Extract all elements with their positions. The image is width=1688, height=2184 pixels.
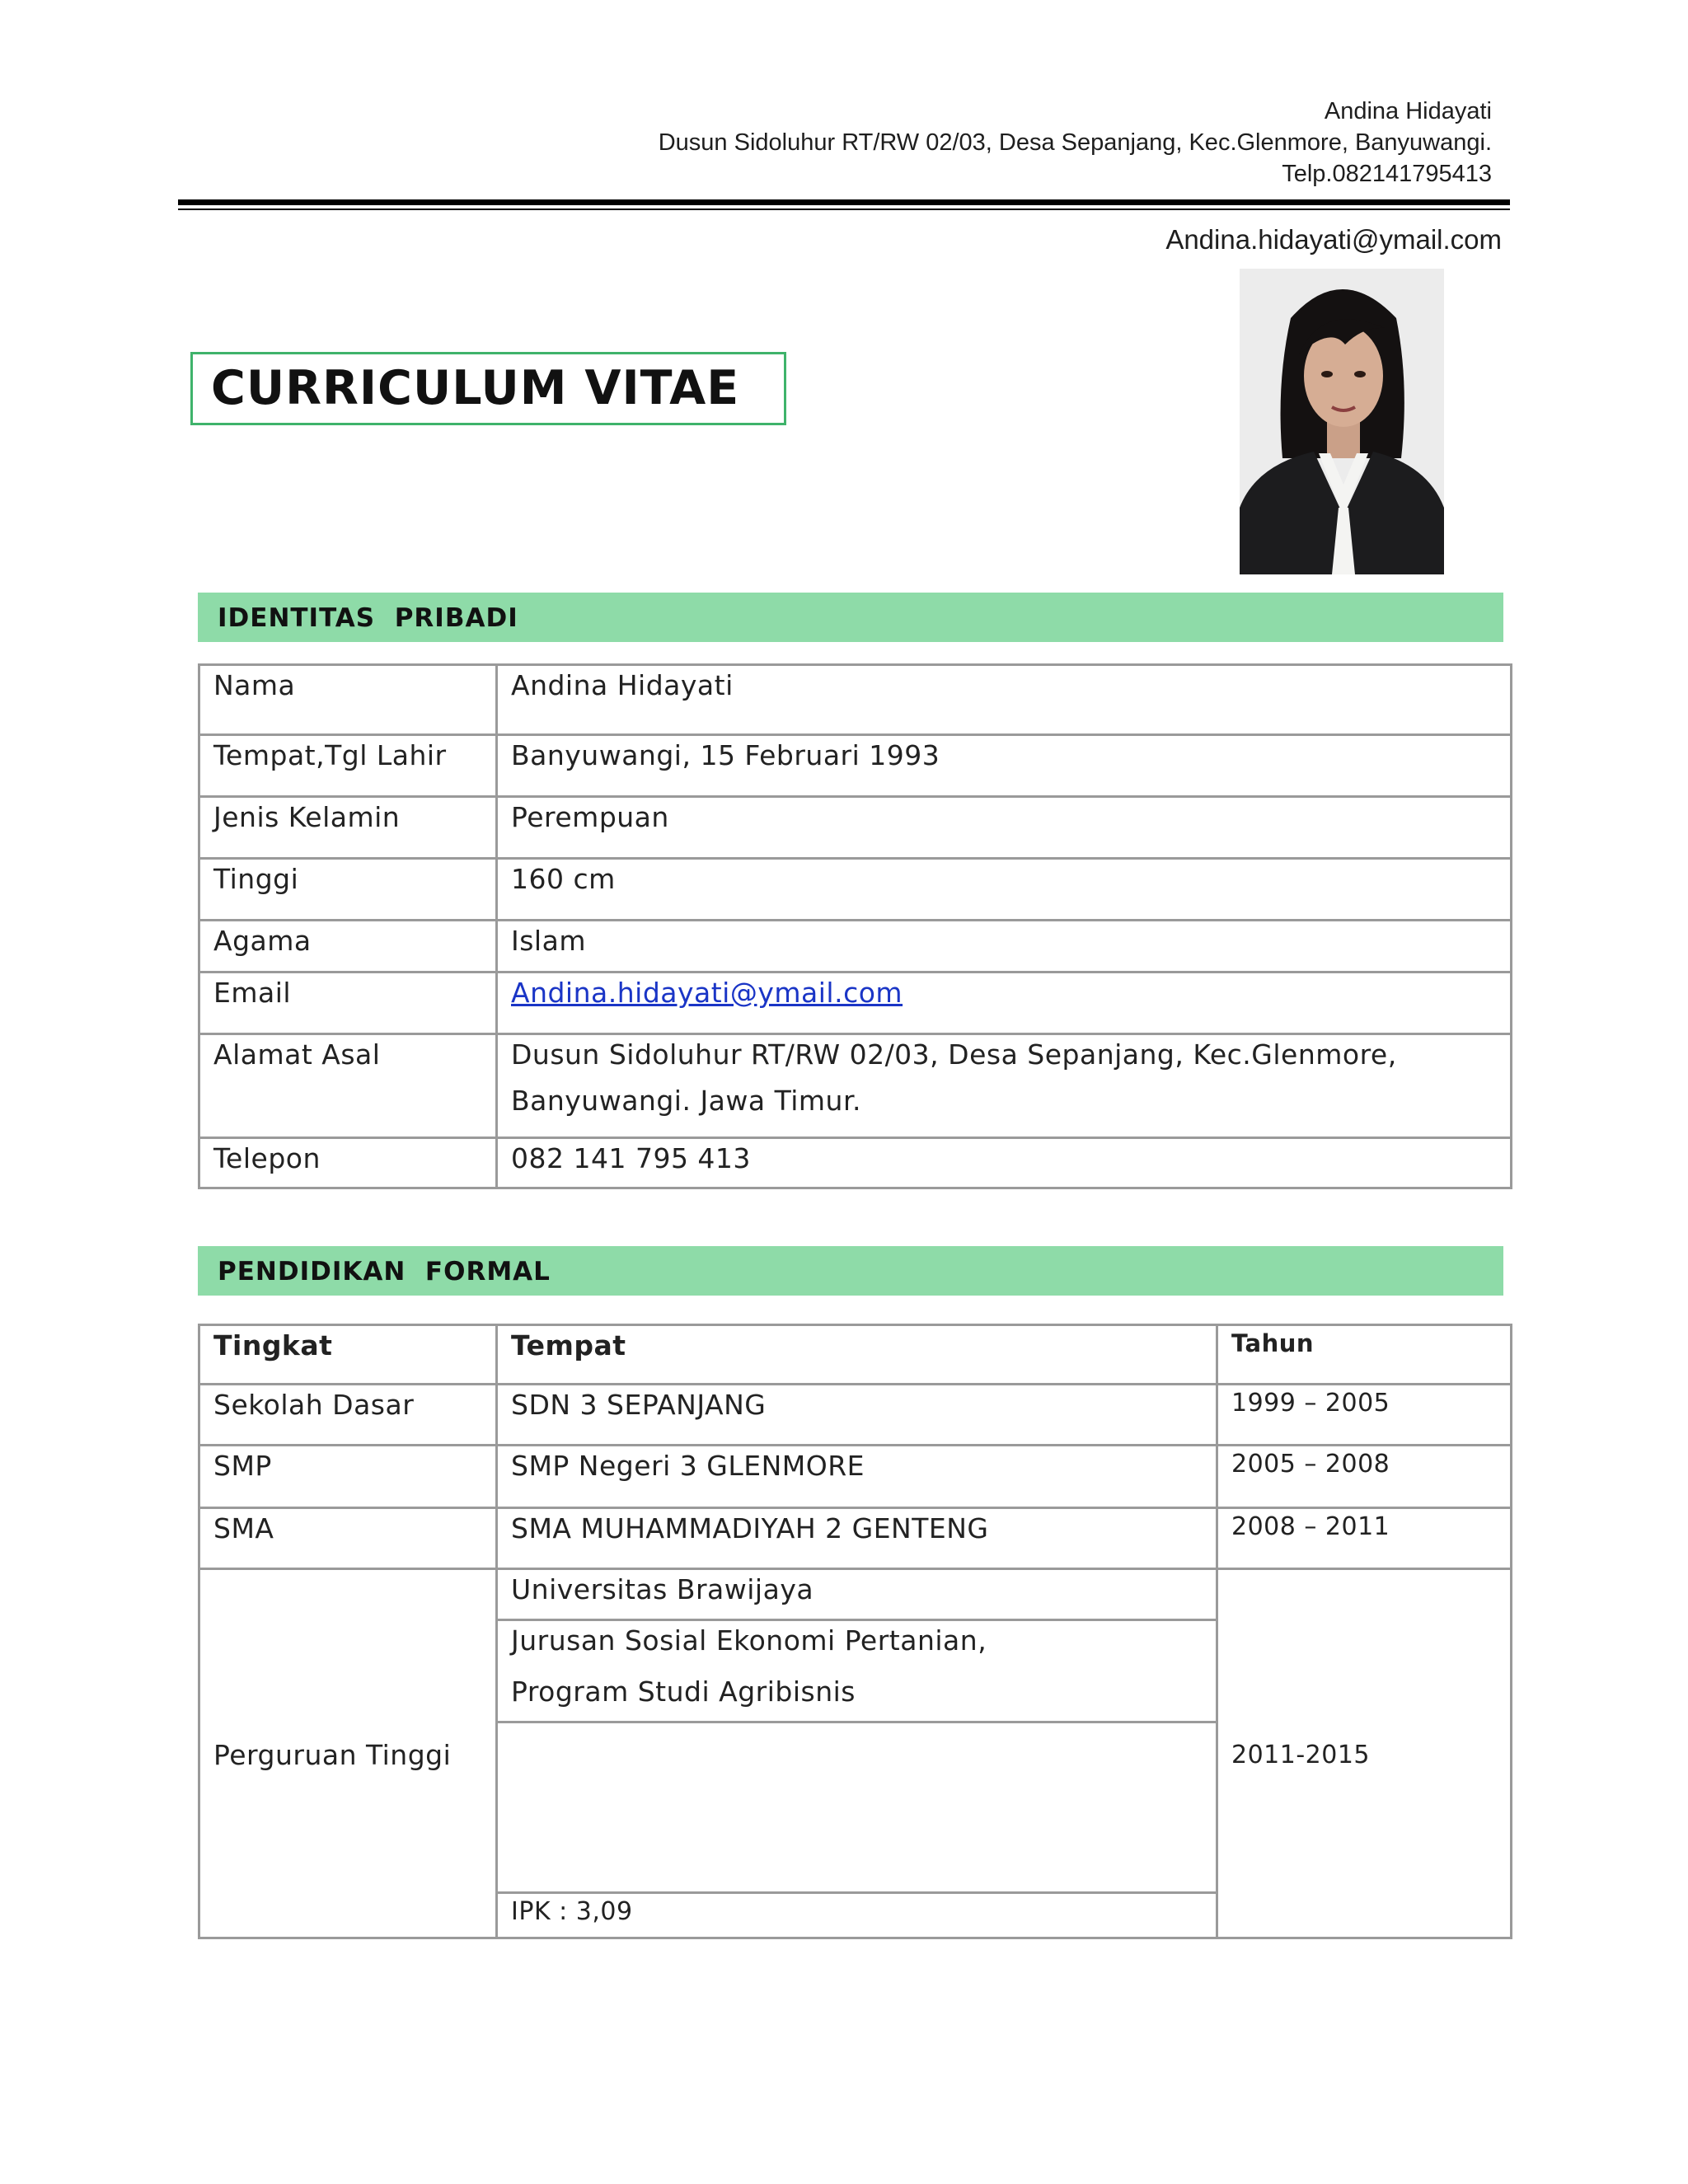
field-label: Alamat Asal (199, 1034, 497, 1138)
email-link[interactable]: Andina.hidayati@ymail.com (511, 977, 903, 1009)
education-place: SMA MUHAMMADIYAH 2 GENTENG (497, 1508, 1217, 1569)
field-label: Tempat,Tgl Lahir (199, 735, 497, 797)
letterhead-phone: Telp.082141795413 (1282, 161, 1492, 187)
address-value (497, 1034, 1512, 1138)
field-value: Banyuwangi, 15 Februari 1993 (497, 735, 1512, 797)
education-years: 2005 – 2008 (1217, 1446, 1512, 1508)
table-row (199, 1034, 1512, 1138)
university-major (497, 1620, 1217, 1722)
profile-photo (1240, 269, 1444, 574)
field-value: Perempuan (497, 797, 1512, 859)
education-level: Perguruan Tinggi (199, 1569, 497, 1938)
field-value: Islam (497, 921, 1512, 972)
education-years: 2011-2015 (1217, 1569, 1512, 1938)
table-row (199, 859, 1512, 921)
empty-cell (497, 1722, 1217, 1893)
email-value-cell (497, 972, 1512, 1034)
university-program: Program Studi Agribisnis (511, 1675, 856, 1708)
education-years: 2008 – 2011 (1217, 1508, 1512, 1569)
university-gpa: IPK : 3,09 (497, 1893, 1217, 1938)
field-label: Nama (199, 665, 497, 735)
education-level: SMA (199, 1508, 497, 1569)
education-place: SMP Negeri 3 GLENMORE (497, 1446, 1217, 1508)
letterhead-address: Dusun Sidoluhur RT/RW 02/03, Desa Sepanjang, Kec.Glenmore, Banyuwangi. (658, 129, 1492, 156)
section-header-education: PENDIDIKAN FORMAL (198, 1246, 1503, 1296)
university-name: Universitas Brawijaya (497, 1569, 1217, 1620)
education-level: SMP (199, 1446, 497, 1508)
column-header: Tempat (497, 1325, 1217, 1385)
table-row (199, 1508, 1512, 1569)
education-years: 1999 – 2005 (1217, 1385, 1512, 1446)
field-label: Jenis Kelamin (199, 797, 497, 859)
address-line: Dusun Sidoluhur RT/RW 02/03, Desa Sepanjang, Kec.Glenmore, (511, 1038, 1397, 1071)
field-value: Andina Hidayati (497, 665, 1512, 735)
document-title: CURRICULUM VITAE (190, 352, 786, 425)
field-label: Telepon (199, 1138, 497, 1188)
field-label: Tinggi (199, 859, 497, 921)
column-header: Tingkat (199, 1325, 497, 1385)
university-department: Jurusan Sosial Ekonomi Pertanian, (511, 1624, 987, 1657)
table-row (199, 665, 1512, 735)
letterhead-divider-thin (178, 209, 1510, 210)
education-level: Sekolah Dasar (199, 1385, 497, 1446)
table-row (199, 972, 1512, 1034)
table-row (199, 1569, 1512, 1620)
table-row (199, 797, 1512, 859)
table-row (199, 921, 1512, 972)
letterhead-name: Andina Hidayati (1324, 98, 1492, 124)
column-header: Tahun (1217, 1325, 1512, 1385)
table-row (199, 1385, 1512, 1446)
field-value: 160 cm (497, 859, 1512, 921)
field-label: Email (199, 972, 497, 1034)
section-header-identity: IDENTITAS PRIBADI (198, 593, 1503, 642)
education-place: SDN 3 SEPANJANG (497, 1385, 1217, 1446)
education-table (198, 1324, 1512, 1939)
table-row (199, 1446, 1512, 1508)
identity-table (198, 663, 1512, 1189)
table-row (199, 735, 1512, 797)
table-row (199, 1138, 1512, 1188)
letterhead-divider (178, 199, 1510, 205)
table-header-row (199, 1325, 1512, 1385)
field-value: 082 141 795 413 (497, 1138, 1512, 1188)
header-email: Andina.hidayati@ymail.com (1165, 224, 1502, 255)
field-label: Agama (199, 921, 497, 972)
address-line: Banyuwangi. Jawa Timur. (511, 1085, 861, 1117)
